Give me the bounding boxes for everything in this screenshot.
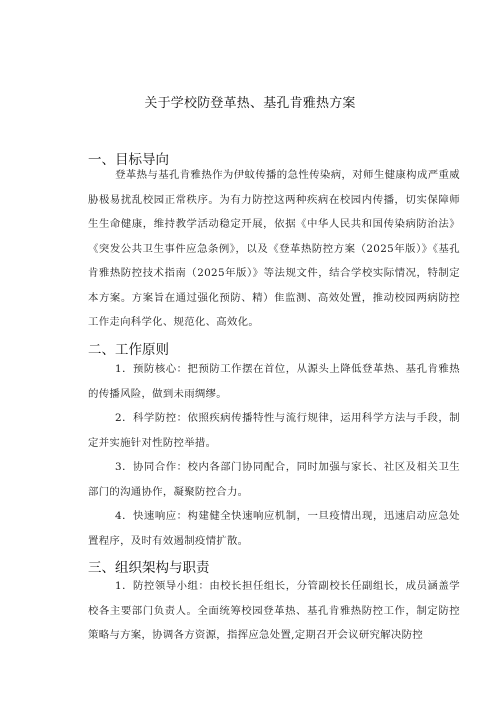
paragraph-organization-1: 1．防控领导小组：由校长担任组长，分管副校长任副组长，成员涵盖学校各主要部门负责人。全面统筹校园登革热、基孔肯雅热防控工作，制定防控策略与方案，协调各方资源，指挥应急处置,定期召开会议研究解决防控 [88, 580, 460, 641]
document-title: 关于学校防登革热、基孔肯雅热方案 [144, 96, 356, 111]
paragraph-principle-1: 1．预防核心：把预防工作摆在首位，从源头上降低登革热、基孔肯雅热的传播风险，做到未雨绸缪。 [88, 363, 460, 400]
paragraph-principle-2: 2．科学防控：依照疾病传播特性与流行规律，运用科学方法与手段，制定并实施针对性防控举措。 [88, 412, 460, 449]
paragraph-principle-4: 4．快速响应：构建健全快速响应机制，一旦疫情出现，迅速启动应急处置程序，及时有效遏制疫情扩散。 [88, 510, 460, 547]
paragraph-principle-3: 3．协同合作：校内各部门协同配合，同时加强与家长、社区及相关卫生部门的沟通协作，凝聚防控合力。 [88, 461, 460, 498]
paragraph-goals: 登革热与基孔肯雅热作为伊蚊传播的急性传染病，对师生健康构成严重威胁极易扰乱校园正常秩序。为有力防控这两种疾病在校园内传播，切实保障师生生命健康，维持教学活动稳定开展，依据《中华人民共和国传染病防治法》《突发公共卫生事件应急条例》，以及《登革热防控方案（2025年版）》《基孔肯雅热防控技术指南（2025年版）》等法规文件，结合学校实际情况，特制定本方案。方案旨在通过强化预防、精）隹监测、高效处置，推动校园两病防控工作走向科学化、规范化、高效化。 [88, 169, 460, 328]
section-heading-principles: 二、工作原则 [88, 342, 169, 358]
section-heading-goals: 一、目标导向 [88, 152, 169, 168]
section-heading-organization: 三、组织架构与职责 [88, 560, 210, 576]
